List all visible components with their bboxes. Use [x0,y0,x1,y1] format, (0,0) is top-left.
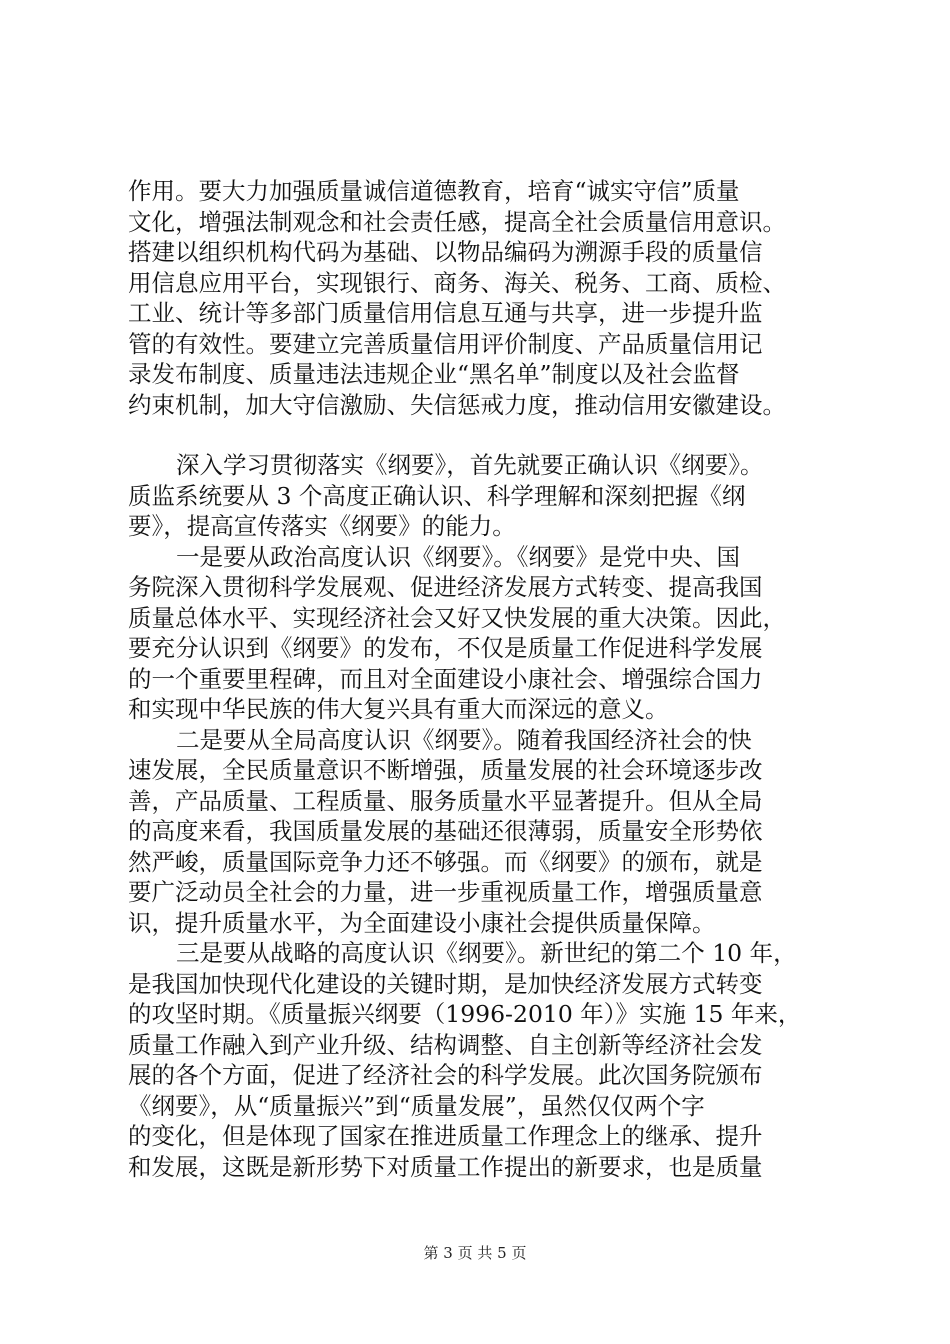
text-line: 三是要从战略的高度认识《纲要》。新世纪的第二个 10 年， [176,939,797,967]
text-line: 和发展，这既是新形势下对质量工作提出的新要求，也是质量 [128,1152,763,1181]
text-line: 质量工作融入到产业升级、结构调整、自主创新等经济社会发 [128,1030,763,1059]
text-line: 要充分认识到《纲要》的发布，不仅是质量工作促进科学发展 [128,634,763,662]
paragraph-2 [128,450,828,542]
text-line: 一是要从政治高度认识《纲要》。《纲要》是党中央、国 [176,542,740,571]
text-line: 文化，增强法制观念和社会责任感，提高全社会质量信用意识。 [128,207,786,236]
text-line: 深入学习贯彻落实《纲要》，首先就要正确认识《纲要》。 [176,451,764,479]
text-line: 工业、统计等多部门质量信用信息互通与共享，进一步提升监 [128,299,763,327]
text-line: 要广泛动员全社会的力量，进一步重视质量工作，增强质量意 [128,878,763,906]
paragraph-4 [128,725,828,939]
document-body [128,176,828,1182]
paragraph-5 [128,938,828,1182]
page-number-footer: 第 3 页 共 5 页 [423,1244,527,1262]
text-line: 展的各个方面，促进了经济社会的科学发展。此次国务院颁布 [128,1061,763,1089]
text-line: 录发布制度、质量违法违规企业“黑名单”制度以及社会监督 [128,360,740,388]
text-line: 善，产品质量、工程质量、服务质量水平显著提升。但从全局 [128,786,763,815]
paragraph-1 [128,176,828,420]
text-line: 是我国加快现代化建设的关键时期，是加快经济发展方式转变 [128,969,763,998]
text-line: 识，提升质量水平，为全面建设小康社会提供质量保障。 [128,908,716,937]
text-line: 速发展，全民质量意识不断增强，质量发展的社会环境逐步改 [128,756,763,784]
text-line: 的高度来看，我国质量发展的基础还很薄弱，质量安全形势依 [128,817,763,845]
text-line: 的一个重要里程碑，而且对全面建设小康社会、增强综合国力 [128,664,763,693]
text-line: 然严峻，质量国际竞争力还不够强。而《纲要》的颁布，就是 [128,847,763,876]
text-line: 管的有效性。要建立完善质量信用评价制度、产品质量信用记 [128,329,763,358]
text-line: 的攻坚时期。《质量振兴纲要（1996-2010 年）》实施 15 年来， [128,1000,802,1028]
text-line: 作用。要大力加强质量诚信道德教育，培育“诚实守信”质量 [128,177,740,205]
text-line: 二是要从全局高度认识《纲要》。随着我国经济社会的快 [176,725,752,754]
text-line: 《纲要》，从“质量振兴”到“质量发展”，虽然仅仅两个字 [128,1091,705,1120]
text-line: 务院深入贯彻科学发展观、促进经济发展方式转变、提高我国 [128,573,763,601]
text-line: 用信息应用平台，实现银行、商务、海关、税务、工商、质检、 [128,268,786,297]
paragraph-3 [128,542,828,725]
text-line: 搭建以组织机构代码为基础、以物品编码为溯源手段的质量信 [128,238,763,266]
text-line: 质监系统要从 3 个高度正确认识、科学理解和深刻把握《纲 [128,481,746,510]
text-line: 要》，提高宣传落实《纲要》的能力。 [128,512,516,540]
text-line: 和实现中华民族的伟大复兴具有重大而深远的意义。 [128,695,669,723]
text-line: 的变化，但是体现了国家在推进质量工作理念上的继承、提升 [128,1122,763,1150]
text-line: 质量总体水平、实现经济社会又好又快发展的重大决策。因此， [128,603,786,632]
text-line: 约束机制，加大守信激励、失信惩戒力度，推动信用安徽建设。 [128,390,786,419]
paragraph-spacer [128,420,828,450]
